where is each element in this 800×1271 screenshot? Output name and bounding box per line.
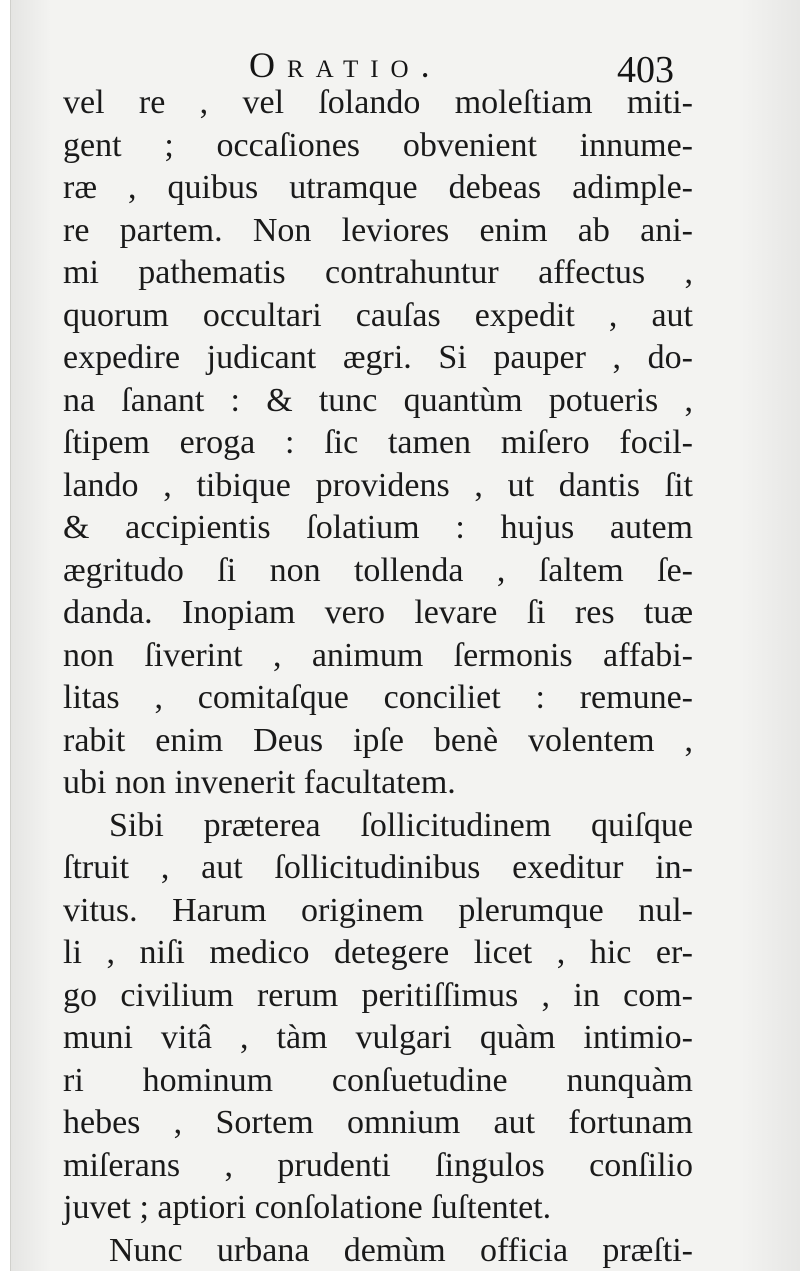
text-line: non ſiverint , animum ſermonis affabi-: [63, 636, 693, 674]
text-line: expedire judicant ægri. Si pauper , do-: [63, 339, 693, 376]
text-line: ræ , quibus utramque debeas adimple-: [63, 169, 693, 206]
text-line: & accipientis ſolatium : hujus autem: [63, 509, 693, 546]
text-line: ægritudo ſi non tollenda , ſaltem ſe-: [63, 551, 693, 589]
text-line: quorum occultari cauſas expedit , aut: [63, 296, 693, 334]
text-line: ubi non invenerit facultatem.: [63, 764, 456, 801]
text-line: Sibi præterea ſollicitudinem quiſque: [109, 806, 693, 844]
text-line: rabit enim Deus ipſe benè volentem ,: [63, 721, 693, 759]
text-line: re partem. Non leviores enim ab ani-: [63, 211, 693, 249]
text-line: li , niſi medico detegere licet , hic er-: [63, 934, 693, 971]
text-line: vitus. Harum originem plerumque nul-: [63, 891, 693, 929]
text-line: mi pathematis contrahuntur affectus ,: [63, 254, 693, 291]
body-text: [63, 82, 693, 1271]
running-head: Oratio.: [249, 45, 442, 85]
text-line: muni vitâ , tàm vulgari quàm intimio-: [63, 1019, 693, 1056]
text-line: hebes , Sortem omnium aut fortunam: [63, 1104, 693, 1141]
text-line: lando , tibique providens , ut dantis ſit: [63, 466, 693, 504]
book-page: [10, 0, 800, 1271]
text-line: ſtruit , aut ſollicitudinibus exeditur in-: [63, 849, 693, 886]
text-line: gent ; occaſiones obvenient innume-: [63, 126, 693, 164]
text-line: go civilium rerum peritiſſimus , in com-: [63, 976, 693, 1014]
edge-shadow: [740, 0, 800, 1271]
page-number: 403: [617, 49, 674, 91]
text-line: Nunc urbana demùm officia præſti-: [109, 1231, 693, 1269]
text-line: vel re , vel ſolando moleſtiam miti-: [63, 84, 693, 121]
text-line: na ſanant : & tunc quantùm potueris ,: [63, 381, 693, 419]
text-line: danda. Inopiam vero levare ſi res tuæ: [63, 594, 693, 631]
text-line: juvet ; aptiori conſolatione ſuſtentet.: [63, 1189, 552, 1226]
text-line: miſerans , prudenti ſingulos conſilio: [63, 1146, 693, 1184]
text-line: litas , comitaſque conciliet : remune-: [63, 679, 693, 716]
text-line: ſtipem eroga : ſic tamen miſero focil-: [63, 424, 693, 461]
spine-shadow: [11, 0, 51, 1271]
text-line: ri hominum conſuetudine nunquàm: [63, 1061, 693, 1099]
